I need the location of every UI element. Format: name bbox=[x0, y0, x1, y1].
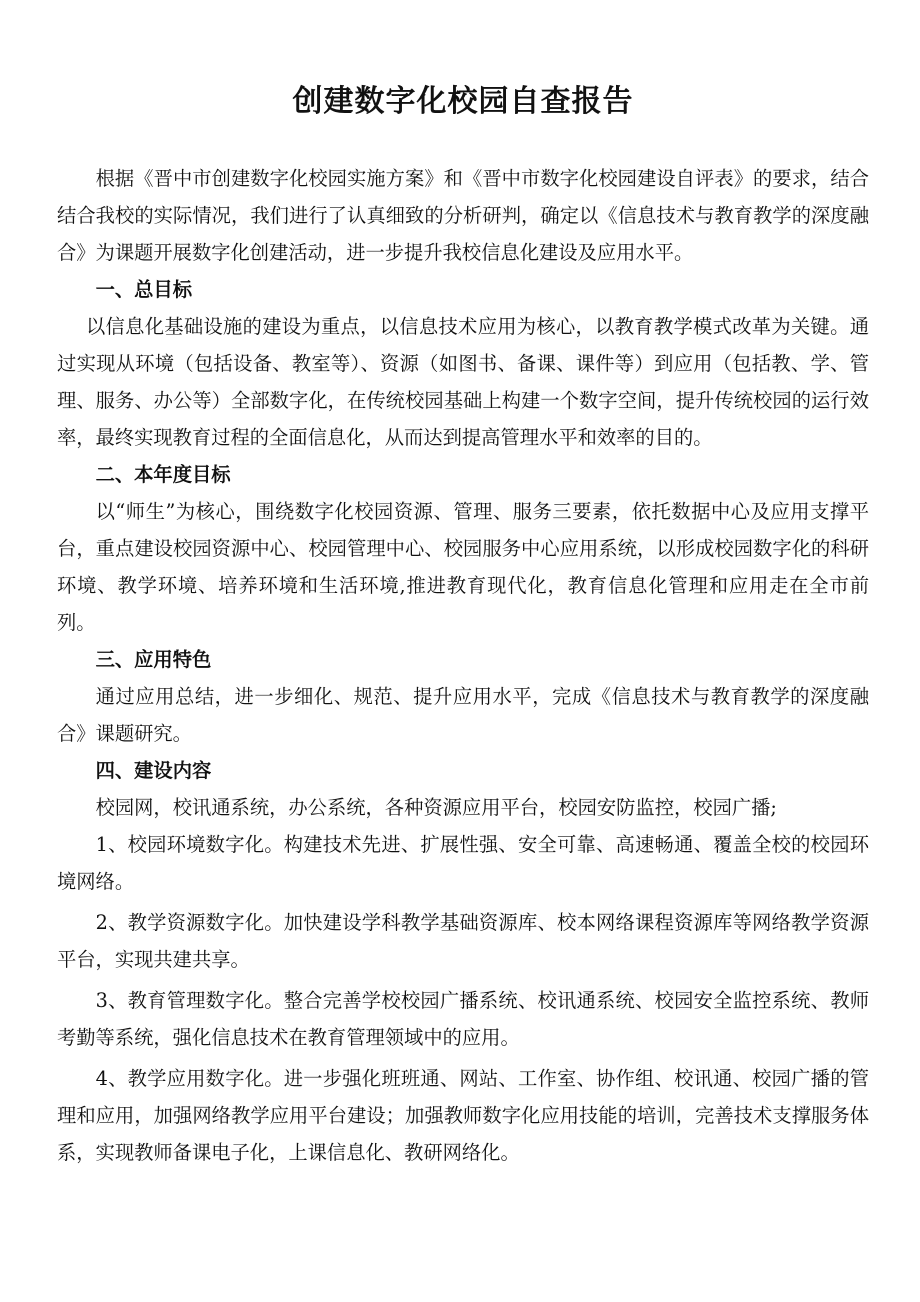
document-body bbox=[57, 160, 869, 1171]
section-heading-general-goal: 一、总目标 bbox=[95, 278, 192, 301]
section-heading-annual-goal: 二、本年度目标 bbox=[95, 463, 231, 486]
document-title: 创建数字化校园自查报告 bbox=[292, 84, 634, 119]
construction-overview-paragraph: 校园网，校讯通系统，办公系统，各种资源应用平台，校园安防监控，校园广播; bbox=[95, 796, 777, 819]
construction-item-teaching: 4、教学应用数字化。进一步强化班班通、网站、工作室、协作组、校讯通、校园广播的管理和应用，加强网络教学应用平台建设；加强教师数字化应用技能的培训，完善技术支撑服务体系，实现教师备课电子化，上课信息化、教研网络化。 bbox=[57, 1067, 869, 1164]
intro-paragraph: 根据《晋中市创建数字化校园实施方案》和《晋中市数字化校园建设自评表》的要求，结合结合我校的实际情况，我们进行了认真细致的分析研判，确定以《信息技术与教育教学的深度融合》为课题开展数字化创建活动，进一步提升我校信息化建设及应用水平。 bbox=[57, 167, 869, 264]
construction-item-resources: 2、教学资源数字化。加快建设学科教学基础资源库、校本网络课程资源库等网络教学资源平台，实现共建共享。 bbox=[57, 911, 869, 971]
annual-goal-paragraph: 以“师生”为核心，围绕数字化校园资源、管理、服务三要素，依托数据中心及应用支撑平台，重点建设校园资源中心、校园管理中心、校园服务中心应用系统，以形成校园数字化的科研环境、教学环境、培养环境和生活环境,推进教育现代化，教育信息化管理和应用走在全市前列。 bbox=[57, 500, 869, 634]
construction-item-environment: 1、校园环境数字化。构建技术先进、扩展性强、安全可靠、高速畅通、覆盖全校的校园环境网络。 bbox=[57, 833, 869, 893]
application-features-paragraph: 通过应用总结，进一步细化、规范、提升应用水平，完成《信息技术与教育教学的深度融合》课题研究。 bbox=[57, 685, 869, 745]
construction-item-management: 3、教育管理数字化。整合完善学校校园广播系统、校讯通系统、校园安全监控系统、教师考勤等系统，强化信息技术在教育管理领域中的应用。 bbox=[57, 989, 869, 1049]
section-heading-construction-content: 四、建设内容 bbox=[95, 759, 212, 782]
section-heading-application-features: 三、应用特色 bbox=[95, 648, 212, 671]
general-goal-paragraph: 以信息化基础设施的建设为重点，以信息技术应用为核心，以教育教学模式改革为关键。通过实现从环境（包括设备、教室等）、资源（如图书、备课、课件等）到应用（包括教、学、管理、服务、办公等）全部数字化，在传统校园基础上构建一个数字空间，提升传统校园的运行效率，最终实现教育过程的全面信息化，从而达到提高管理水平和效率的目的。 bbox=[57, 315, 869, 449]
